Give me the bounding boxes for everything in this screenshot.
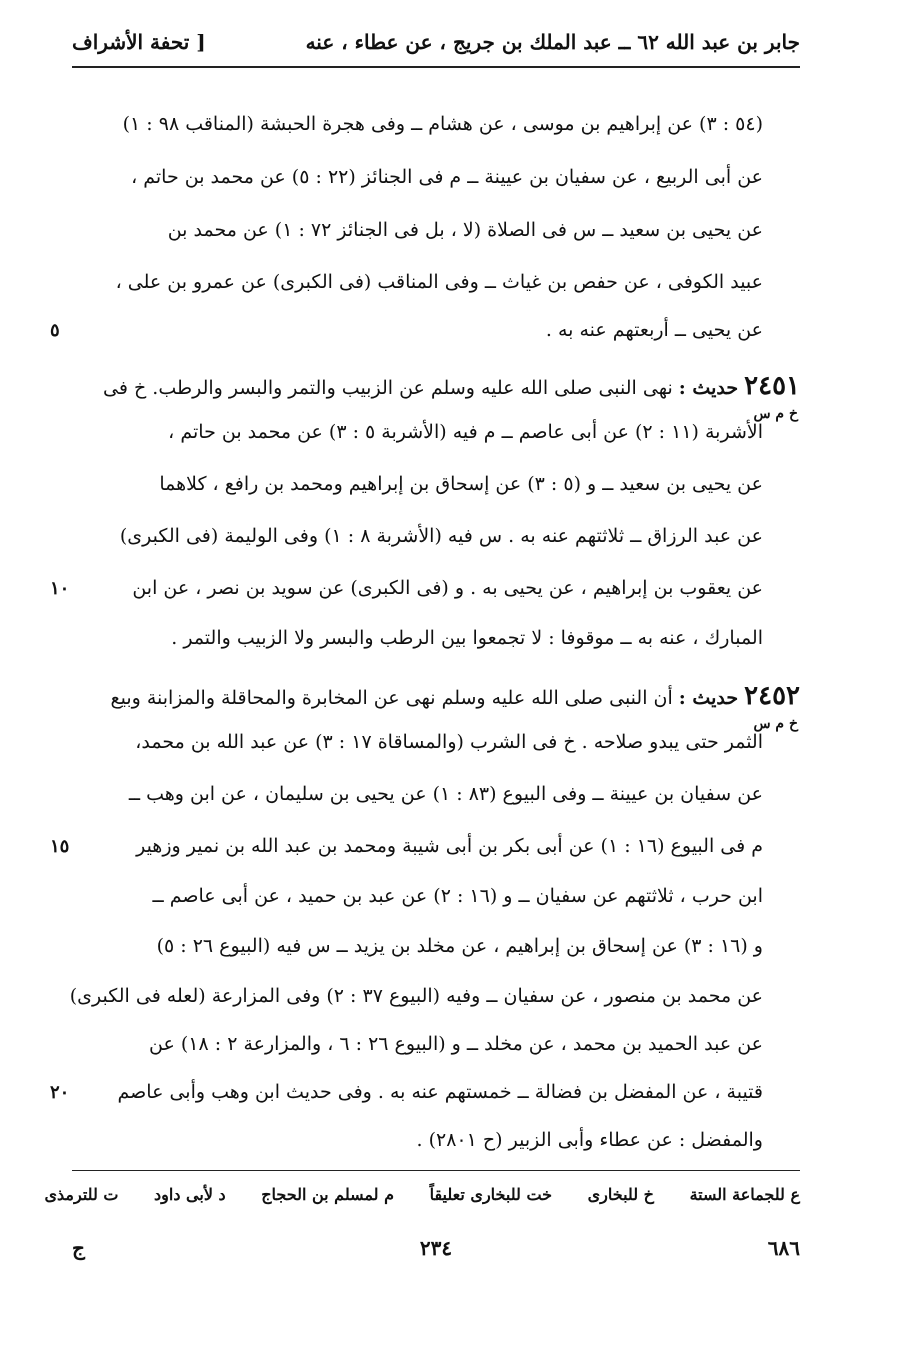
text-line: عن يعقوب بن إبراهيم ، عن يحيى به . و (فى الكبرى) عن سويد بن نصر ، عن ابن [132, 577, 763, 599]
margin-line-number: ٢٠ [50, 1082, 70, 1103]
hadith-2452-heading [72, 680, 800, 714]
page-footer [72, 1236, 800, 1266]
header-chapter-title: جابر بن عبد الله ٦٢ ــ عبد الملك بن جريج ، عن عطاء ، عنه [305, 30, 800, 54]
header-rule [72, 66, 800, 68]
footer-item-number: ٦٨٦ [767, 1236, 800, 1260]
text-line: عن سفيان بن عيينة ــ وفى البيوع (٨٣ : ١) عن يحيى بن سليمان ، عن ابن وهب ــ [128, 783, 763, 805]
footnote-item: د لأبى داود [154, 1185, 226, 1204]
hadith-label: حديث : [678, 377, 739, 399]
margin-line-number: ١٠ [50, 578, 70, 599]
text-line: ابن حرب ، ثلاثتهم عن سفيان ــ و (١٦ : ٢) عن عبد بن حميد ، عن أبى عاصم ــ [152, 885, 763, 907]
text-line: عن يحيى بن سعيد ــ س فى الصلاة (لا ، بل فى الجنائز ٧٢ : ١) عن محمد بن [167, 219, 763, 241]
margin-line-number: ١٥ [50, 836, 70, 857]
footnote-item: ت للترمذى [44, 1185, 119, 1204]
header-book-title: [ تحفة الأشراف [72, 30, 206, 54]
hadith-number: ٢٤٥١ [744, 371, 800, 401]
volume-mark: ج [72, 1236, 85, 1260]
footnote-rule [72, 1170, 800, 1171]
footnote-item: خ للبخارى [587, 1185, 654, 1204]
hadith-label: حديث : [678, 687, 739, 709]
text-line: م فى البيوع (١٦ : ١) عن أبى بكر بن أبى شيبة ومحمد بن عبد الله بن نمير وزهير [136, 835, 763, 857]
hadith-text: نهى النبى صلى الله عليه وسلم عن الزبيب والتمر والبسر والرطب. خ فى [103, 377, 673, 399]
text-line: عن عبد الرزاق ــ ثلاثتهم عنه به . س فيه (الأشربة ٨ : ١) وفى الوليمة (فى الكبرى) [119, 525, 763, 547]
sigla-key-footnote [44, 1185, 800, 1204]
hadith-sigla: خ م س [753, 406, 798, 422]
running-header [72, 30, 800, 64]
hadith-2451-heading [72, 370, 800, 404]
text-line: الأشربة (١١ : ٢) عن أبى عاصم ــ م فيه (الأشربة ٥ : ٣) عن محمد بن حاتم ، [168, 421, 763, 443]
text-line: الثمر حتى يبدو صلاحه . خ فى الشرب (والمساقاة ١٧ : ٣) عن عبد الله بن محمد، [135, 731, 763, 753]
text-line: عن عبد الحميد بن محمد ، عن مخلد ــ و (البيوع ٢٦ : ٦ ، والمزارعة ٢ : ١٨) عن [149, 1033, 763, 1055]
text-line: عن يحيى ــ أربعتهم عنه به . [545, 319, 763, 341]
hadith-text: أن النبى صلى الله عليه وسلم نهى عن المخابرة والمحاقلة والمزابنة وبيع [110, 687, 673, 709]
footnote-item: ع للجماعة الستة [689, 1185, 800, 1204]
hadith-sigla: خ م س [753, 716, 798, 732]
text-line: (٥٤ : ٣) عن إبراهيم بن موسى ، عن هشام ــ وفى هجرة الحبشة (المناقب ٩٨ : ١) [122, 113, 763, 135]
margin-line-number: ٥ [50, 320, 60, 341]
text-line: عن يحيى بن سعيد ــ و (٥ : ٣) عن إسحاق بن إبراهيم ومحمد بن رافع ، كلاهما [159, 473, 763, 495]
text-line: عن أبى الربيع ، عن سفيان بن عيينة ــ م فى الجنائز (٢٢ : ٥) عن محمد بن حاتم ، [131, 166, 763, 188]
hadith-number: ٢٤٥٢ [744, 681, 800, 711]
text-line: عن محمد بن منصور ، عن سفيان ــ وفيه (البيوع ٣٧ : ٢) وفى المزارعة (لعله فى الكبرى) [69, 985, 763, 1007]
footnote-item: م لمسلم بن الحجاج [261, 1185, 394, 1204]
text-line: والمفضل : عن عطاء وأبى الزبير (ح ٢٨٠١) . [416, 1129, 763, 1151]
text-line: عبيد الكوفى ، عن حفص بن غياث ــ وفى المناقب (فى الكبرى) عن عمرو بن على ، [115, 271, 763, 293]
text-line: و (١٦ : ٣) عن إسحاق بن إبراهيم ، عن مخلد بن يزيد ــ س فيه (البيوع ٢٦ : ٥) [156, 935, 763, 957]
text-line: المبارك ، عنه به ــ موقوفا : لا تجمعوا بين الرطب والبسر ولا الزبيب والتمر . [171, 627, 763, 649]
text-line: قتيبة ، عن المفضل بن فضالة ــ خمستهم عنه به . وفى حديث ابن وهب وأبى عاصم [117, 1081, 763, 1103]
footnote-item: خت للبخارى تعليقاً [429, 1185, 553, 1204]
page-number: ٢٣٤ [419, 1236, 453, 1260]
